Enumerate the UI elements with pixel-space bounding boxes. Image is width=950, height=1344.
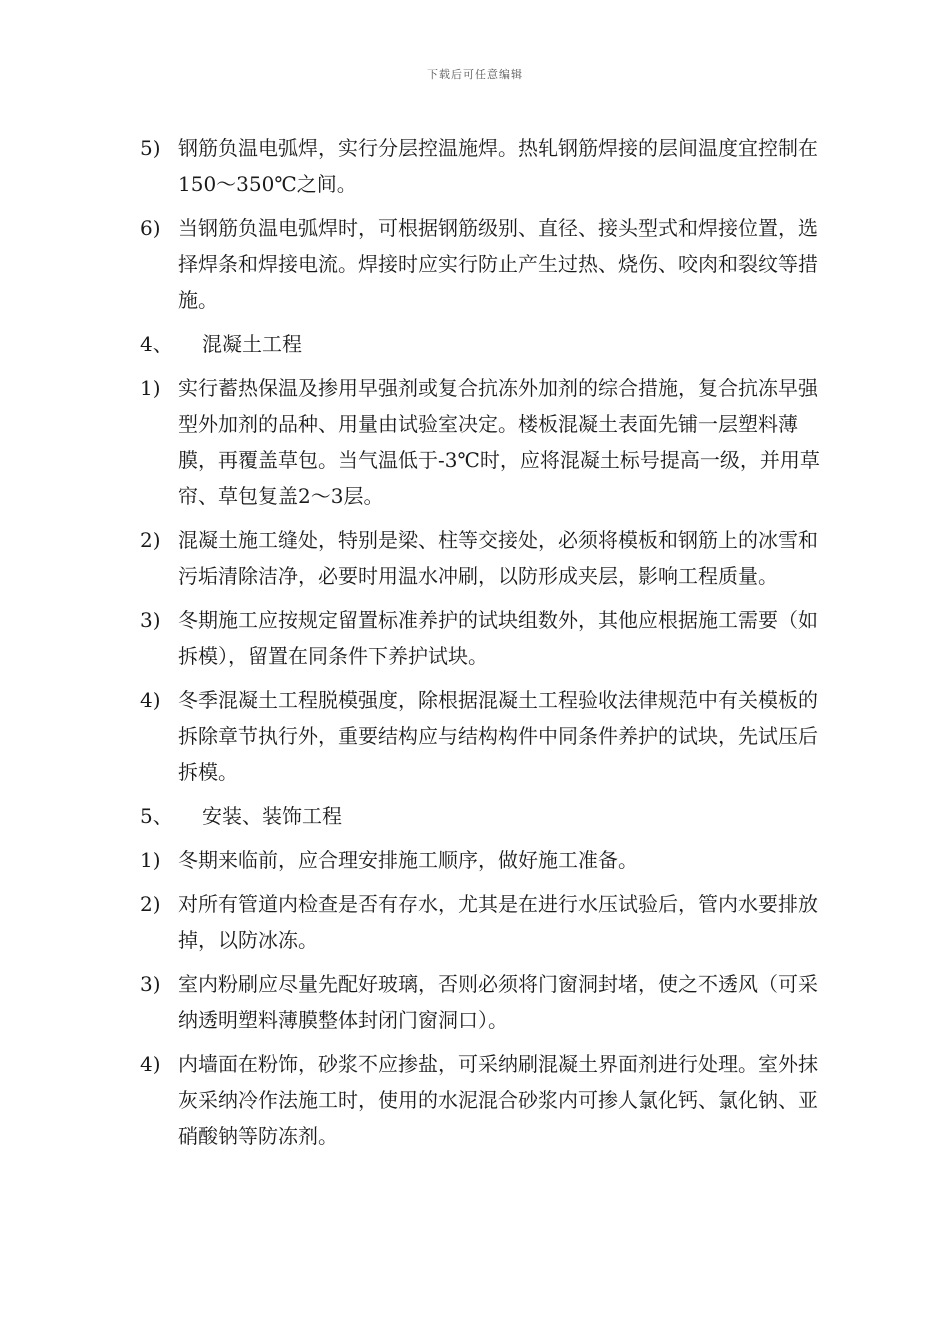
list-item bbox=[140, 886, 820, 958]
item-number: 6) bbox=[140, 216, 161, 240]
list-item bbox=[140, 522, 820, 594]
item-text: 钢筋负温电弧焊，实行分层控温施焊。热轧钢筋焊接的层间温度宜控制在150～350℃之间。 bbox=[178, 136, 818, 196]
list-item bbox=[140, 1046, 820, 1154]
item-text: 对所有管道内检查是否有存水，尤其是在进行水压试验后，管内水要排放掉，以防冰冻。 bbox=[178, 892, 818, 952]
item-number: 3) bbox=[140, 972, 161, 996]
item-text: 室内粉刷应尽量先配好玻璃，否则必须将门窗洞封堵，使之不透风（可采纳透明塑料薄膜整体封闭门窗洞口）。 bbox=[178, 972, 818, 1032]
section-number: 5、 bbox=[140, 804, 173, 828]
section-title: 混凝土工程 bbox=[202, 332, 302, 356]
item-number: 2) bbox=[140, 892, 161, 916]
item-number: 5) bbox=[140, 136, 161, 160]
item-number: 1) bbox=[140, 376, 161, 400]
item-number: 2) bbox=[140, 528, 161, 552]
list-item bbox=[140, 966, 820, 1038]
item-number: 4) bbox=[140, 688, 161, 712]
item-text: 当钢筋负温电弧焊时，可根据钢筋级别、直径、接头型式和焊接位置，选择焊条和焊接电流。焊接时应实行防止产生过热、烧伤、咬肉和裂纹等措施。 bbox=[178, 216, 818, 312]
item-text: 冬期施工应按规定留置标准养护的试块组数外，其他应根据施工需要（如拆模），留置在同条件下养护试块。 bbox=[178, 608, 818, 668]
section-heading bbox=[140, 798, 820, 834]
list-item bbox=[140, 370, 820, 514]
item-number: 3) bbox=[140, 608, 161, 632]
header-note: 下载后可任意编辑 bbox=[427, 68, 523, 81]
list-item bbox=[140, 130, 820, 202]
item-text: 混凝土施工缝处，特别是梁、柱等交接处，必须将模板和钢筋上的冰雪和污垢清除洁净，必要时用温水冲刷，以防形成夹层，影响工程质量。 bbox=[178, 528, 818, 588]
list-item bbox=[140, 210, 820, 318]
item-text: 实行蓄热保温及掺用早强剂或复合抗冻外加剂的综合措施，复合抗冻早强型外加剂的品种、用量由试验室决定。楼板混凝土表面先铺一层塑料薄膜，再覆盖草包。当气温低于-3℃时，应将混凝土标号提高一级，并用草帘、草包复盖2～3层。 bbox=[178, 376, 820, 508]
section-number: 4、 bbox=[140, 332, 173, 356]
section-heading bbox=[140, 326, 820, 362]
item-text: 内墙面在粉饰，砂浆不应掺盐，可采纳刷混凝土界面剂进行处理。室外抹灰采纳冷作法施工时，使用的水泥混合砂浆内可掺人氯化钙、氯化钠、亚硝酸钠等防冻剂。 bbox=[178, 1052, 818, 1148]
list-item bbox=[140, 602, 820, 674]
list-item bbox=[140, 682, 820, 790]
item-number: 1) bbox=[140, 848, 161, 872]
document-body bbox=[140, 130, 820, 1162]
section-title: 安装、装饰工程 bbox=[202, 804, 342, 828]
item-text: 冬期来临前，应合理安排施工顺序，做好施工准备。 bbox=[178, 848, 638, 872]
item-number: 4) bbox=[140, 1052, 161, 1076]
item-text: 冬季混凝土工程脱模强度，除根据混凝土工程验收法律规范中有关模板的拆除章节执行外，重要结构应与结构构件中同条件养护的试块，先试压后拆模。 bbox=[178, 688, 818, 784]
list-item bbox=[140, 842, 820, 878]
